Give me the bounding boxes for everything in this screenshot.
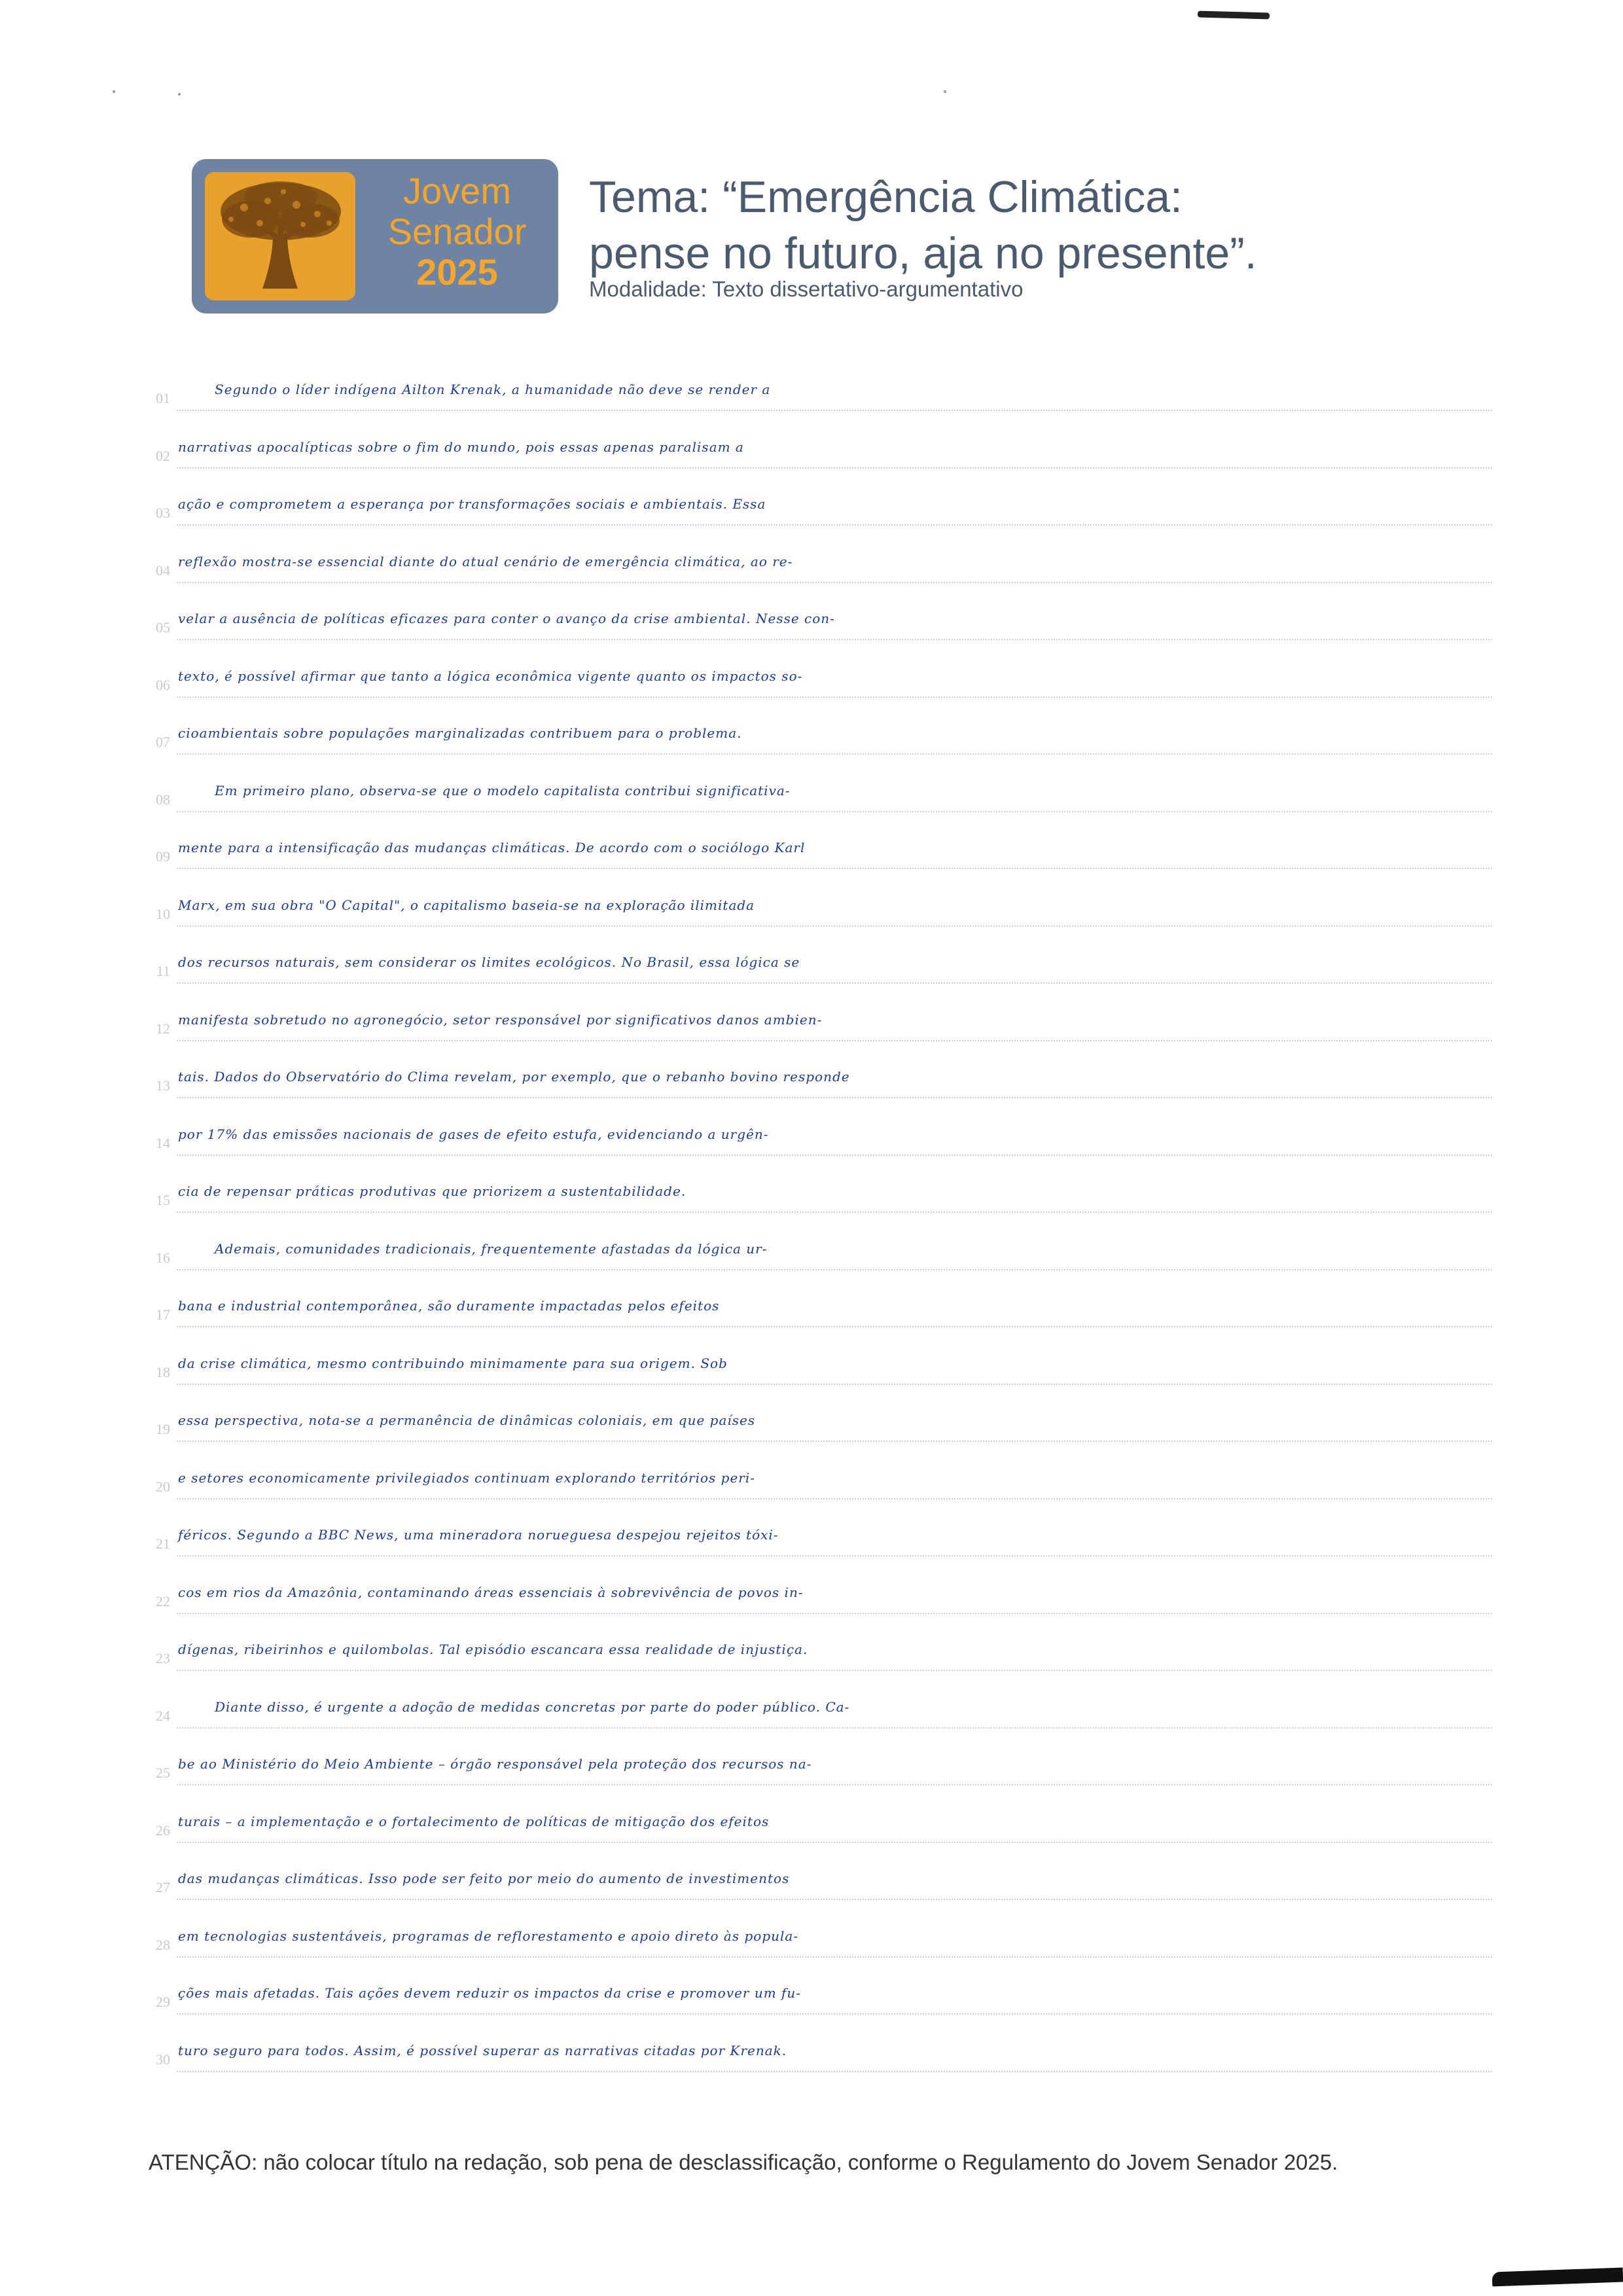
ruled-line — [177, 2013, 1492, 2015]
ruled-line — [177, 982, 1492, 984]
ruled-line — [177, 1899, 1492, 1900]
line-number: 26 — [156, 1821, 170, 1839]
ruled-line — [177, 1670, 1492, 1671]
line-number: 13 — [156, 1077, 170, 1094]
essay-line — [131, 418, 1492, 475]
line-number: 05 — [156, 619, 170, 636]
essay-line — [131, 1563, 1492, 1621]
line-number: 07 — [156, 734, 170, 750]
line-number: 03 — [156, 505, 170, 521]
ruled-line — [177, 868, 1492, 869]
ruled-line — [177, 1384, 1492, 1385]
handwritten-text: da crise climática, mesmo contribuindo minimamente para sua origem. Sob — [178, 1355, 728, 1371]
ruled-line — [177, 1269, 1492, 1270]
essay-line — [131, 1391, 1492, 1448]
modality-label: Modalidade: Texto dissertativo-argumentativo — [589, 277, 1024, 301]
line-number: 21 — [156, 1535, 170, 1552]
line-number: 09 — [156, 848, 170, 865]
essay-line — [131, 360, 1492, 418]
line-number: 15 — [156, 1192, 170, 1208]
ruled-line — [177, 1040, 1492, 1041]
handwritten-text: féricos. Segundo a BBC News, uma mineradora norueguesa despejou rejeitos tóxi- — [178, 1527, 779, 1543]
logo-line-senador: Senador — [387, 211, 527, 252]
handwritten-text: turais – a implementação e o fortalecimento de políticas de mitigação dos efeitos — [178, 1813, 770, 1829]
essay-line — [131, 1162, 1492, 1219]
ruled-line — [177, 1784, 1492, 1785]
handwritten-text: cos em rios da Amazônia, contaminando áreas essenciais à sobrevivência de povos in- — [178, 1584, 804, 1600]
line-number: 04 — [156, 562, 170, 579]
handwritten-text: mente para a intensificação das mudanças climáticas. De acordo com o sociólogo Karl — [178, 840, 806, 855]
handwritten-text: dos recursos naturais, sem considerar os limites ecológicos. No Brasil, essa lógica se — [178, 954, 800, 970]
essay-line — [131, 589, 1492, 647]
line-number: 29 — [156, 1994, 170, 2010]
essay-line — [131, 1047, 1492, 1105]
handwritten-text: e setores economicamente privilegiados continuam explorando territórios peri- — [178, 1469, 755, 1486]
ruled-line — [177, 1097, 1492, 1098]
line-number: 19 — [156, 1421, 170, 1437]
handwritten-text: Marx, em sua obra "O Capital", o capitalismo baseia-se na exploração ilimitada — [178, 897, 755, 913]
line-number: 28 — [156, 1936, 170, 1953]
theme-title-line-2: pense no futuro, aja no presente”. — [589, 228, 1257, 278]
essay-line — [131, 1792, 1492, 1850]
line-number: 12 — [156, 1020, 170, 1037]
handwritten-text: Ademais, comunidades tradicionais, frequentemente afastadas da lógica ur- — [215, 1240, 768, 1257]
handwritten-text: Diante disso, é urgente a adoção de medidas concretas por parte do poder público. Ca- — [215, 1698, 850, 1715]
line-number: 25 — [156, 1765, 170, 1781]
line-number: 01 — [156, 390, 170, 406]
logo-year: 2025 — [416, 251, 498, 293]
handwritten-text: bana e industrial contemporânea, são duramente impactadas pelos efeitos — [178, 1298, 720, 1314]
ruled-line — [177, 1155, 1492, 1156]
handwritten-text: Em primeiro plano, observa-se que o modelo capitalista contribui significativa- — [215, 782, 791, 798]
ruled-line — [177, 467, 1492, 469]
handwritten-text: ções mais afetadas. Tais ações devem reduzir os impactos da crise e promover um fu- — [178, 1985, 802, 2001]
ruled-line — [177, 753, 1492, 755]
essay-line — [131, 1964, 1492, 2021]
handwritten-text: reflexão mostra-se essencial diante do atual cenário de emergência climática, ao re- — [178, 553, 793, 569]
line-number: 20 — [156, 1478, 170, 1495]
line-number: 02 — [156, 447, 170, 464]
essay-line — [131, 2021, 1492, 2079]
essay-line — [131, 1505, 1492, 1563]
ruled-line — [177, 1498, 1492, 1499]
handwritten-text: texto, é possível afirmar que tanto a lógica econômica vigente quanto os impactos so- — [178, 668, 803, 684]
essay-line — [131, 1105, 1492, 1162]
essay-line — [131, 933, 1492, 990]
handwritten-text: em tecnologias sustentáveis, programas de reflorestamento e apoio direto às popula- — [178, 1928, 799, 1944]
ruled-line — [177, 410, 1492, 411]
essay-line — [131, 532, 1492, 590]
essay-line — [131, 876, 1492, 933]
attention-notice: ATENÇÃO: não colocar título na redação, sob pena de desclassificação, conforme o Regulamento do Jovem Senador 2025. — [149, 2150, 1338, 2174]
line-number: 30 — [156, 2051, 170, 2068]
handwritten-text: be ao Ministério do Meio Ambiente – órgão responsável pela proteção dos recursos na- — [178, 1756, 812, 1772]
essay-line — [131, 1734, 1492, 1792]
ruled-line — [177, 1956, 1492, 1958]
ruled-line — [177, 1441, 1492, 1442]
handwritten-text: turo seguro para todos. Assim, é possível superar as narrativas citadas por Krenak. — [178, 2042, 787, 2058]
essay-line — [131, 1448, 1492, 1506]
handwritten-text: Segundo o líder indígena Ailton Krenak, a humanidade não deve se render a — [215, 382, 771, 397]
ruled-line — [177, 925, 1492, 927]
line-number: 22 — [156, 1592, 170, 1609]
ruled-line — [177, 524, 1492, 526]
line-number: 18 — [156, 1363, 170, 1380]
essay-line — [131, 647, 1492, 704]
ruled-line — [177, 811, 1492, 812]
essay-line — [131, 761, 1492, 819]
essay-line — [131, 704, 1492, 761]
line-number: 17 — [156, 1306, 170, 1323]
logo-line-jovem: Jovem — [403, 170, 511, 211]
ruled-line — [177, 639, 1492, 640]
essay-line — [131, 1677, 1492, 1735]
ruled-line — [177, 1842, 1492, 1843]
line-number: 11 — [156, 963, 170, 979]
handwritten-text: cia de repensar práticas produtivas que priorizem a sustentabilidade. — [178, 1183, 687, 1199]
essay-line — [131, 1907, 1492, 1964]
essay-line — [131, 1219, 1492, 1277]
essay-line — [131, 1849, 1492, 1907]
essay-line — [131, 1334, 1492, 1391]
essay-line — [131, 990, 1492, 1048]
handwritten-text: manifesta sobretudo no agronegócio, setor responsável por significativos danos ambien- — [178, 1011, 823, 1028]
ruled-line — [177, 1613, 1492, 1614]
line-number: 10 — [156, 905, 170, 922]
ruled-line — [177, 1555, 1492, 1556]
ruled-line — [177, 582, 1492, 583]
handwritten-text: tais. Dados do Observatório do Clima revelam, por exemplo, que o rebanho bovino responde — [178, 1069, 850, 1085]
line-number: 06 — [156, 676, 170, 693]
handwritten-text: cioambientais sobre populações marginalizadas contribuem para o problema. — [178, 725, 742, 741]
essay-line — [131, 1620, 1492, 1677]
handwritten-text: por 17% das emissões nacionais de gases de efeito estufa, evidenciando a urgên- — [178, 1126, 769, 1142]
line-number: 08 — [156, 791, 170, 808]
essay-line — [131, 475, 1492, 532]
ruled-line — [177, 1727, 1492, 1729]
ruled-line — [177, 1326, 1492, 1327]
ruled-line — [177, 696, 1492, 698]
essay-line — [131, 818, 1492, 876]
essay-line — [131, 1276, 1492, 1334]
line-number: 14 — [156, 1134, 170, 1151]
line-number: 16 — [156, 1249, 170, 1266]
ruled-line — [177, 1211, 1492, 1213]
theme-title-line-1: Tema: “Emergência Climática: — [589, 172, 1183, 222]
line-number: 24 — [156, 1707, 170, 1724]
handwritten-text: essa perspectiva, nota-se a permanência de dinâmicas coloniais, em que países — [178, 1412, 756, 1428]
handwritten-text: dígenas, ribeirinhos e quilombolas. Tal episódio escancara essa realidade de injustiça. — [178, 1641, 808, 1657]
ruled-line — [177, 2071, 1492, 2072]
line-number: 27 — [156, 1879, 170, 1895]
handwritten-text: das mudanças climáticas. Isso pode ser feito por meio do aumento de investimentos — [178, 1871, 790, 1886]
line-number: 23 — [156, 1650, 170, 1666]
handwritten-text: ação e comprometem a esperança por transformações sociais e ambientais. Essa — [178, 496, 766, 512]
handwritten-text: narrativas apocalípticas sobre o fim do mundo, pois essas apenas paralisam a — [178, 439, 744, 455]
handwritten-text: velar a ausência de políticas eficazes para conter o avanço da crise ambiental. Nesse con- — [178, 611, 835, 626]
